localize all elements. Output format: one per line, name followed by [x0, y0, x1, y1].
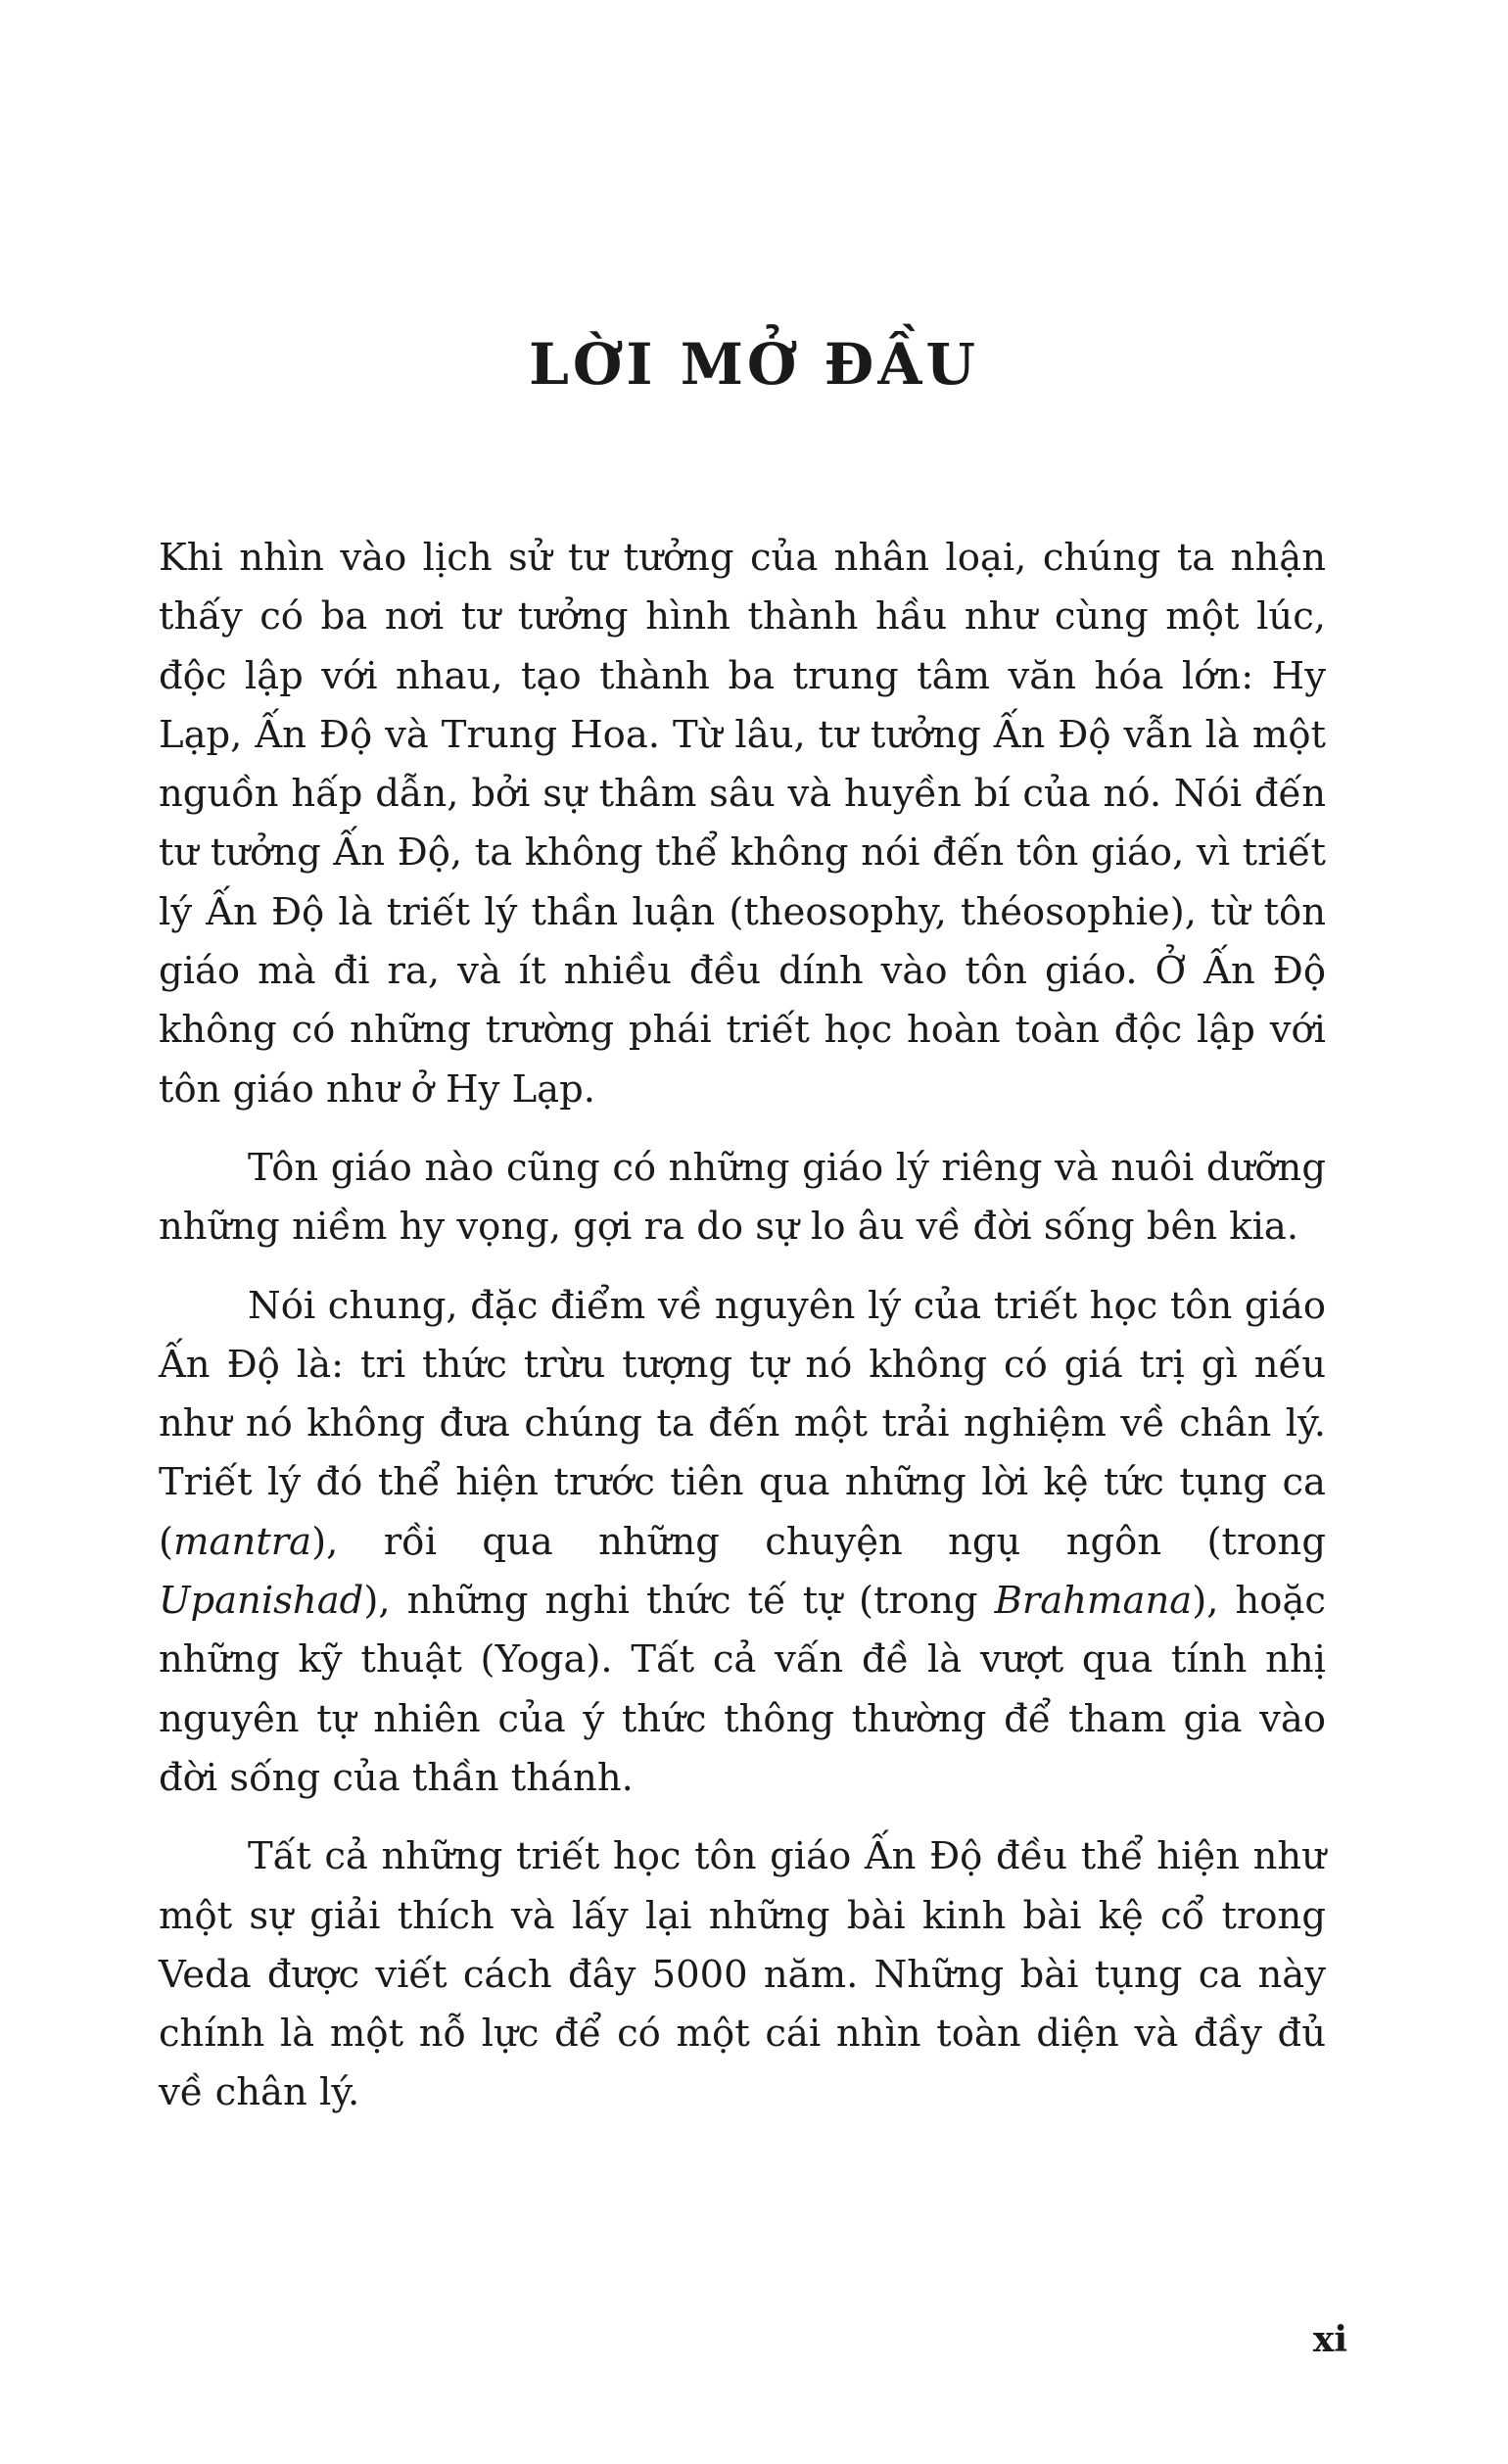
- paragraph-1: [159, 529, 1326, 1119]
- chapter-title: LỜI MỞ ĐẦU: [529, 331, 979, 398]
- paragraph-4: [159, 1827, 1326, 2122]
- paragraph-3-text: ), hoặc những kỹ thuật (Yoga). Tất cả vấn đề là vượt qua tính nhị nguyên tự nhiên của ý thức thông thường để tham gia vào đời sống của thần thánh.: [159, 1579, 1326, 1800]
- body-text: [159, 529, 1326, 2143]
- paragraph-2-text: Tôn giáo nào cũng có những giáo lý riêng và nuôi dưỡng những niềm hy vọng, gợi ra do sự lo âu về đời sống bên kia.: [159, 1145, 1326, 1250]
- term-mantra: mantra: [173, 1519, 312, 1564]
- paragraph-3-text: ), những nghi thức tế tự (trong: [363, 1579, 995, 1624]
- paragraph-1-text: Khi nhìn vào lịch sử tư tưởng của nhân loại, chúng ta nhận thấy có ba nơi tư tưởng hình thành hầu như cùng một lúc, độc lập với nhau, tạo thành ba trung tâm văn hóa lớn: Hy Lạp, Ấn Độ và Trung Hoa. Từ lâu, tư tưởng Ấn Độ vẫn là một nguồn hấp dẫn, bởi sự thâm sâu và huyền bí của nó. Nói đến tư tưởng Ấn Độ, ta không thể không nói đến tôn giáo, vì triết lý Ấn Độ là triết lý thần luận (theosophy, théosophie), từ tôn giáo mà đi ra, và ít nhiều đều dính vào tôn giáo. Ở Ấn Độ không có những trường phái triết học hoàn toàn độc lập với tôn giáo như ở Hy Lạp.: [159, 536, 1326, 1112]
- paragraph-4-text: Tất cả những triết học tôn giáo Ấn Độ đều thể hiện như một sự giải thích và lấy lại những bài kinh bài kệ cổ trong Veda được viết cách đây 5000 năm. Những bài tụng ca này chính là một nỗ lực để có một cái nhìn toàn diện và đầy đủ về chân lý.: [159, 1834, 1326, 2115]
- term-upanishad: Upanishad: [159, 1579, 364, 1624]
- paragraph-3-text: ), rồi qua những chuyện ngụ ngôn (trong: [311, 1519, 1326, 1564]
- paragraph-3: [159, 1277, 1326, 1809]
- paragraph-2: [159, 1139, 1326, 1257]
- term-brahmana: Brahmana: [994, 1579, 1193, 1624]
- page-number: xi: [1312, 2319, 1347, 2360]
- paragraph-3-text: Nói chung, đặc điểm về nguyên lý của triết học tôn giáo Ấn Độ là: tri thức trừu tượng tự nó không có giá trị gì nếu như nó không đưa chúng ta đến một trải nghiệm về chân lý. Triết lý đó thể hiện trước tiên qua những lời kệ tức tụng ca (: [159, 1283, 1326, 1564]
